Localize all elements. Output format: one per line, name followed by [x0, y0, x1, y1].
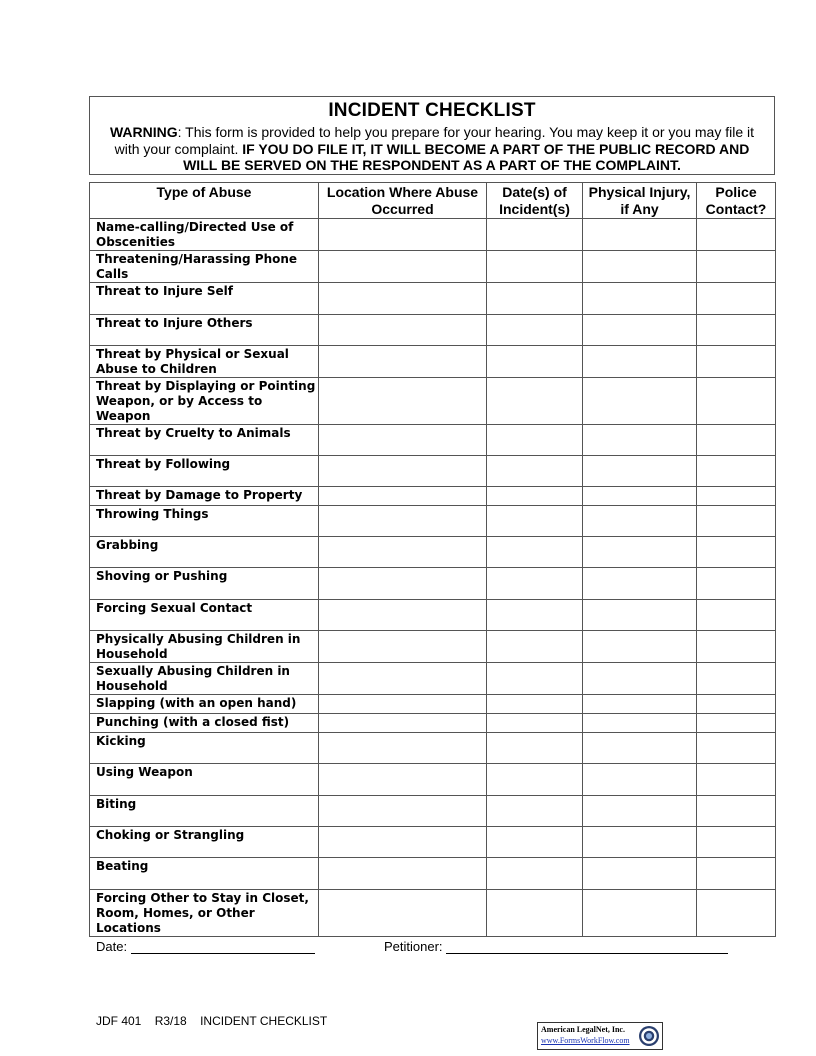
table-row: [90, 487, 776, 506]
police-contact-cell[interactable]: [697, 487, 776, 506]
form-title: INCIDENT CHECKLIST: [328, 100, 536, 121]
location-cell[interactable]: [319, 251, 487, 283]
table-row: [90, 663, 776, 695]
location-cell[interactable]: [319, 537, 487, 568]
location-cell[interactable]: [319, 425, 487, 456]
location-cell[interactable]: [319, 890, 487, 937]
injury-cell[interactable]: [583, 695, 697, 714]
petitioner-line[interactable]: [446, 941, 728, 954]
police-contact-cell[interactable]: [697, 568, 776, 600]
abuse-type-label: Threatening/Harassing Phone Calls: [90, 251, 319, 283]
location-cell[interactable]: [319, 506, 487, 537]
date-cell[interactable]: [487, 827, 583, 858]
location-cell[interactable]: [319, 378, 487, 425]
table-row: [90, 283, 776, 315]
injury-cell[interactable]: [583, 764, 697, 796]
date-cell[interactable]: [487, 858, 583, 890]
date-cell[interactable]: [487, 487, 583, 506]
police-contact-cell[interactable]: [697, 315, 776, 346]
date-cell[interactable]: [487, 425, 583, 456]
police-contact-cell[interactable]: [697, 796, 776, 827]
location-cell[interactable]: [319, 714, 487, 733]
company-logo: [537, 1022, 663, 1050]
abuse-type-label: Threat by Displaying or Pointing Weapon, or by Access to Weapon: [90, 378, 319, 425]
police-contact-cell[interactable]: [697, 858, 776, 890]
location-cell[interactable]: [319, 568, 487, 600]
date-cell[interactable]: [487, 315, 583, 346]
column-header: Police Contact?: [697, 183, 776, 219]
abuse-type-label: Shoving or Pushing: [90, 568, 319, 600]
abuse-type-label: Threat by Following: [90, 456, 319, 487]
date-cell[interactable]: [487, 456, 583, 487]
date-cell[interactable]: [487, 219, 583, 251]
table-row: [90, 600, 776, 631]
police-contact-cell[interactable]: [697, 764, 776, 796]
table-row: [90, 425, 776, 456]
abuse-type-label: Forcing Other to Stay in Closet, Room, Homes, or Other Locations: [90, 890, 319, 937]
abuse-type-label: Threat to Injure Self: [90, 283, 319, 315]
date-cell[interactable]: [487, 663, 583, 695]
date-line[interactable]: [131, 941, 315, 954]
date-cell[interactable]: [487, 764, 583, 796]
column-header: Physical Injury, if Any: [583, 183, 697, 219]
table-row: [90, 315, 776, 346]
injury-cell[interactable]: [583, 219, 697, 251]
table-row: [90, 714, 776, 733]
date-cell[interactable]: [487, 568, 583, 600]
abuse-type-label: Biting: [90, 796, 319, 827]
abuse-type-label: Beating: [90, 858, 319, 890]
table-row: [90, 346, 776, 378]
table-row: [90, 568, 776, 600]
injury-cell[interactable]: [583, 796, 697, 827]
logo-company: American LegalNet, Inc.: [541, 1025, 625, 1034]
abuse-type-label: Threat by Cruelty to Animals: [90, 425, 319, 456]
table-row: [90, 827, 776, 858]
abuse-type-label: Threat by Damage to Property: [90, 487, 319, 506]
abuse-type-label: Threat to Injure Others: [90, 315, 319, 346]
injury-cell[interactable]: [583, 251, 697, 283]
injury-cell[interactable]: [583, 487, 697, 506]
injury-cell[interactable]: [583, 315, 697, 346]
date-cell[interactable]: [487, 600, 583, 631]
injury-cell[interactable]: [583, 714, 697, 733]
warning-text: : This form is provided to help you prepare for your hearing. You may keep it or you may file it with your complaint.: [114, 124, 755, 157]
location-cell[interactable]: [319, 827, 487, 858]
date-label: Date:: [96, 939, 131, 954]
injury-cell[interactable]: [583, 663, 697, 695]
location-cell[interactable]: [319, 631, 487, 663]
date-cell[interactable]: [487, 251, 583, 283]
abuse-type-label: Throwing Things: [90, 506, 319, 537]
police-contact-cell[interactable]: [697, 378, 776, 425]
location-cell[interactable]: [319, 663, 487, 695]
location-cell[interactable]: [319, 764, 487, 796]
table-row: [90, 796, 776, 827]
injury-cell[interactable]: [583, 283, 697, 315]
police-contact-cell[interactable]: [697, 663, 776, 695]
abuse-type-label: Grabbing: [90, 537, 319, 568]
police-contact-cell[interactable]: [697, 890, 776, 937]
injury-cell[interactable]: [583, 890, 697, 937]
date-cell[interactable]: [487, 506, 583, 537]
abuse-type-label: Physically Abusing Children in Household: [90, 631, 319, 663]
police-contact-cell[interactable]: [697, 827, 776, 858]
warning-notice: [90, 124, 774, 174]
table-row: [90, 506, 776, 537]
footer: [96, 1014, 337, 1028]
date-cell[interactable]: [487, 378, 583, 425]
location-cell[interactable]: [319, 456, 487, 487]
injury-cell[interactable]: [583, 346, 697, 378]
column-header: Type of Abuse: [90, 183, 319, 219]
abuse-type-label: Threat by Physical or Sexual Abuse to Children: [90, 346, 319, 378]
footer-form-title: INCIDENT CHECKLIST: [200, 1014, 328, 1028]
injury-cell[interactable]: [583, 425, 697, 456]
injury-cell[interactable]: [583, 568, 697, 600]
date-cell[interactable]: [487, 796, 583, 827]
injury-cell[interactable]: [583, 537, 697, 568]
location-cell[interactable]: [319, 315, 487, 346]
injury-cell[interactable]: [583, 378, 697, 425]
police-contact-cell[interactable]: [697, 506, 776, 537]
police-contact-cell[interactable]: [697, 425, 776, 456]
injury-cell[interactable]: [583, 858, 697, 890]
date-cell[interactable]: [487, 733, 583, 764]
petitioner-label: Petitioner:: [384, 939, 447, 954]
header-box: [89, 96, 775, 175]
warning-bold-text: IF YOU DO FILE IT, IT WILL BECOME A PART OF THE PUBLIC RECORD AND WILL BE SERVED ON THE RESPONDENT AS A PART OF THE COMPLAINT.: [183, 140, 750, 173]
injury-cell[interactable]: [583, 827, 697, 858]
table-row: [90, 378, 776, 425]
location-cell[interactable]: [319, 600, 487, 631]
abuse-type-label: Kicking: [90, 733, 319, 764]
injury-cell[interactable]: [583, 631, 697, 663]
table-row: [90, 537, 776, 568]
column-header: Date(s) of Incident(s): [487, 183, 583, 219]
date-field[interactable]: [96, 939, 315, 954]
police-contact-cell[interactable]: [697, 251, 776, 283]
table-row: [90, 733, 776, 764]
logo-url[interactable]: www.FormsWorkFlow.com: [541, 1036, 630, 1045]
table-row: [90, 631, 776, 663]
injury-cell[interactable]: [583, 733, 697, 764]
table-row: [90, 456, 776, 487]
location-cell[interactable]: [319, 858, 487, 890]
abuse-type-label: Slapping (with an open hand): [90, 695, 319, 714]
incident-table: [89, 182, 776, 937]
form-number: JDF 401: [96, 1014, 142, 1028]
location-cell[interactable]: [319, 283, 487, 315]
location-cell[interactable]: [319, 733, 487, 764]
date-cell[interactable]: [487, 631, 583, 663]
injury-cell[interactable]: [583, 506, 697, 537]
abuse-type-label: Name-calling/Directed Use of Obscenities: [90, 219, 319, 251]
table-row: [90, 764, 776, 796]
police-contact-cell[interactable]: [697, 631, 776, 663]
abuse-type-label: Using Weapon: [90, 764, 319, 796]
petitioner-field[interactable]: [384, 939, 728, 954]
police-contact-cell[interactable]: [697, 346, 776, 378]
date-cell[interactable]: [487, 890, 583, 937]
date-cell[interactable]: [487, 346, 583, 378]
abuse-type-label: Forcing Sexual Contact: [90, 600, 319, 631]
date-cell[interactable]: [487, 537, 583, 568]
table-row: [90, 858, 776, 890]
police-contact-cell[interactable]: [697, 537, 776, 568]
warning-label: WARNING: [109, 124, 178, 140]
date-cell[interactable]: [487, 695, 583, 714]
table-row: [90, 251, 776, 283]
abuse-type-label: Sexually Abusing Children in Household: [90, 663, 319, 695]
police-contact-cell[interactable]: [697, 283, 776, 315]
injury-cell[interactable]: [583, 600, 697, 631]
location-cell[interactable]: [319, 219, 487, 251]
table-row: [90, 890, 776, 937]
form-revision: R3/18: [154, 1014, 187, 1028]
police-contact-cell[interactable]: [697, 733, 776, 764]
location-cell[interactable]: [319, 487, 487, 506]
abuse-type-label: Choking or Strangling: [90, 827, 319, 858]
injury-cell[interactable]: [583, 456, 697, 487]
location-cell[interactable]: [319, 796, 487, 827]
abuse-type-label: Punching (with a closed fist): [90, 714, 319, 733]
date-cell[interactable]: [487, 283, 583, 315]
date-cell[interactable]: [487, 714, 583, 733]
location-cell[interactable]: [319, 346, 487, 378]
table-header-row: [90, 183, 776, 219]
globe-icon: [638, 1025, 660, 1047]
location-cell[interactable]: [319, 695, 487, 714]
police-contact-cell[interactable]: [697, 219, 776, 251]
police-contact-cell[interactable]: [697, 714, 776, 733]
police-contact-cell[interactable]: [697, 695, 776, 714]
police-contact-cell[interactable]: [697, 600, 776, 631]
table-row: [90, 695, 776, 714]
police-contact-cell[interactable]: [697, 456, 776, 487]
column-header: Location Where Abuse Occurred: [319, 183, 487, 219]
table-row: [90, 219, 776, 251]
